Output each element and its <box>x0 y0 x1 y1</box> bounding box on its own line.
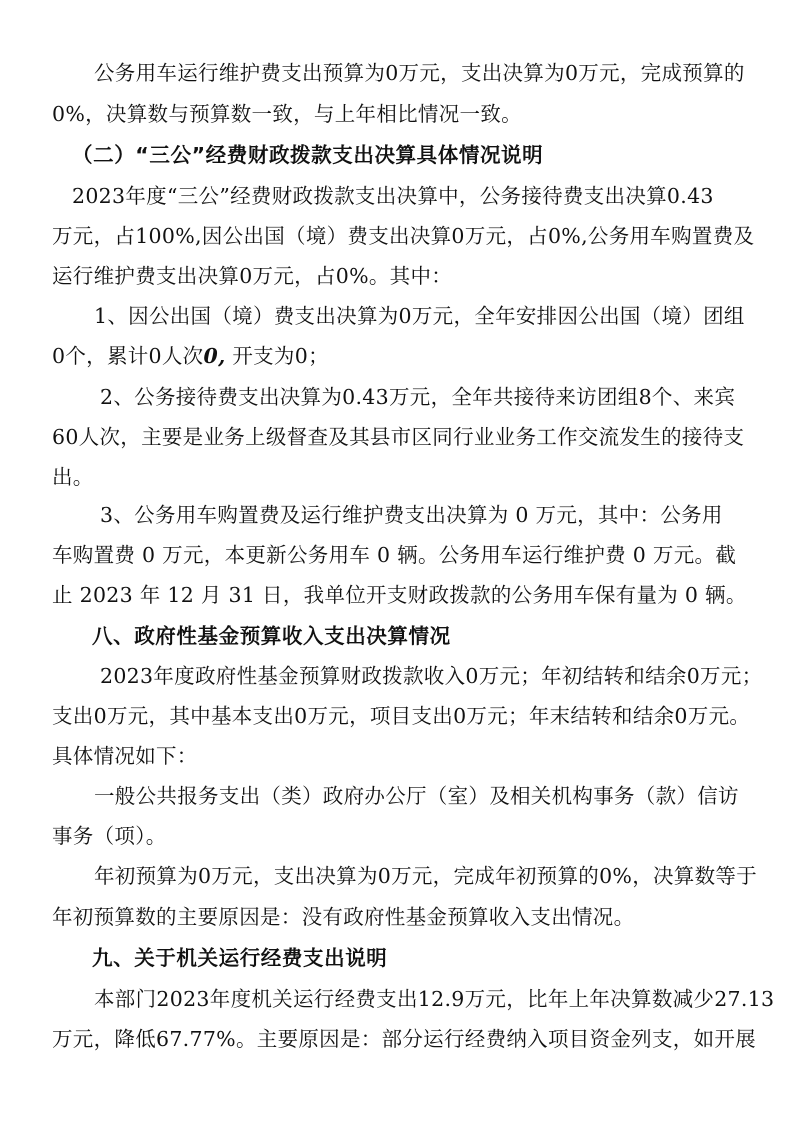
paragraph-line: 万元，降低67.77%。主要原因是：部分运行经费纳入项目资金列支，如开展 <box>52 1027 756 1051</box>
paragraph-line: 万元，占100%,因公出国（境）费支出决算0万元，占0%,公务用车购置费及 <box>52 224 755 248</box>
paragraph-line: 止 2023 年 12 月 31 日，我单位开支财政拨款的公务用车保有量为 0 辆。 <box>52 583 747 607</box>
paragraph-line: 运行维护费支出决算0万元，占0%。其中： <box>52 264 453 288</box>
paragraph-line: 本部门2023年度机关运行经费支出12.9万元，比年上年决算数减少27.13 <box>94 987 775 1011</box>
paragraph-line: 事务（项）。 <box>52 824 167 848</box>
paragraph-line: 0%，决算数与预算数一致，与上年相比情况一致。 <box>52 102 522 126</box>
paragraph-line: 出。 <box>52 465 94 489</box>
paragraph-line: 公务用车运行维护费支出预算为0万元，支出决算为0万元，完成预算的 <box>94 61 745 85</box>
paragraph-line <box>52 342 752 370</box>
section-heading: 九、关于机关运行经费支出说明 <box>92 946 388 970</box>
paragraph-line: 1、因公出国（境）费支出决算为0万元，全年安排因公出国（境）团组 <box>94 304 745 328</box>
paragraph-line: 2023年度政府性基金预算财政拨款收入0万元；年初结转和结余0万元； <box>100 664 763 688</box>
paragraph-line: 车购置费 0 万元，本更新公务用车 0 辆。公务用车运行维护费 0 万元。截 <box>52 543 737 567</box>
section-heading: （二）“三公”经费财政拨款支出决算具体情况说明 <box>72 143 544 167</box>
paragraph-line: 3、公务用车购置费及运行维护费支出决算为 0 万元，其中：公务用 <box>100 503 723 527</box>
paragraph-line: 2023年度“三公”经费财政拨款支出决算中，公务接待费支出决算0.43 <box>72 184 714 208</box>
paragraph-line: 年初预算数的主要原因是：没有政府性基金预算收入支出情况。 <box>52 905 635 929</box>
paragraph-line: 具体情况如下： <box>52 744 198 768</box>
text-run: 开支为0； <box>225 344 329 368</box>
text-run: 0个，累计0人次 <box>52 344 204 368</box>
paragraph-line: 2、公务接待费支出决算为0.43万元，全年共接待来访团组8个、来宾 <box>100 385 736 409</box>
paragraph-line: 年初预算为0万元，支出决算为0万元，完成年初预算的0%，决算数等于 <box>94 864 758 888</box>
section-heading: 八、政府性基金预算收入支出决算情况 <box>92 624 451 648</box>
paragraph-line: 一般公共报务支出（类）政府办公厅（室）及相关机构事务（款）信访 <box>94 784 739 808</box>
emphasis-text: 0, <box>203 344 226 368</box>
paragraph-line: 支出0万元，其中基本支出0万元，项目支出0万元；年末结转和结余0万元。 <box>52 704 751 728</box>
paragraph-line: 60人次，主要是业务上级督查及其县市区同行业业务工作交流发生的接待支 <box>52 425 745 449</box>
